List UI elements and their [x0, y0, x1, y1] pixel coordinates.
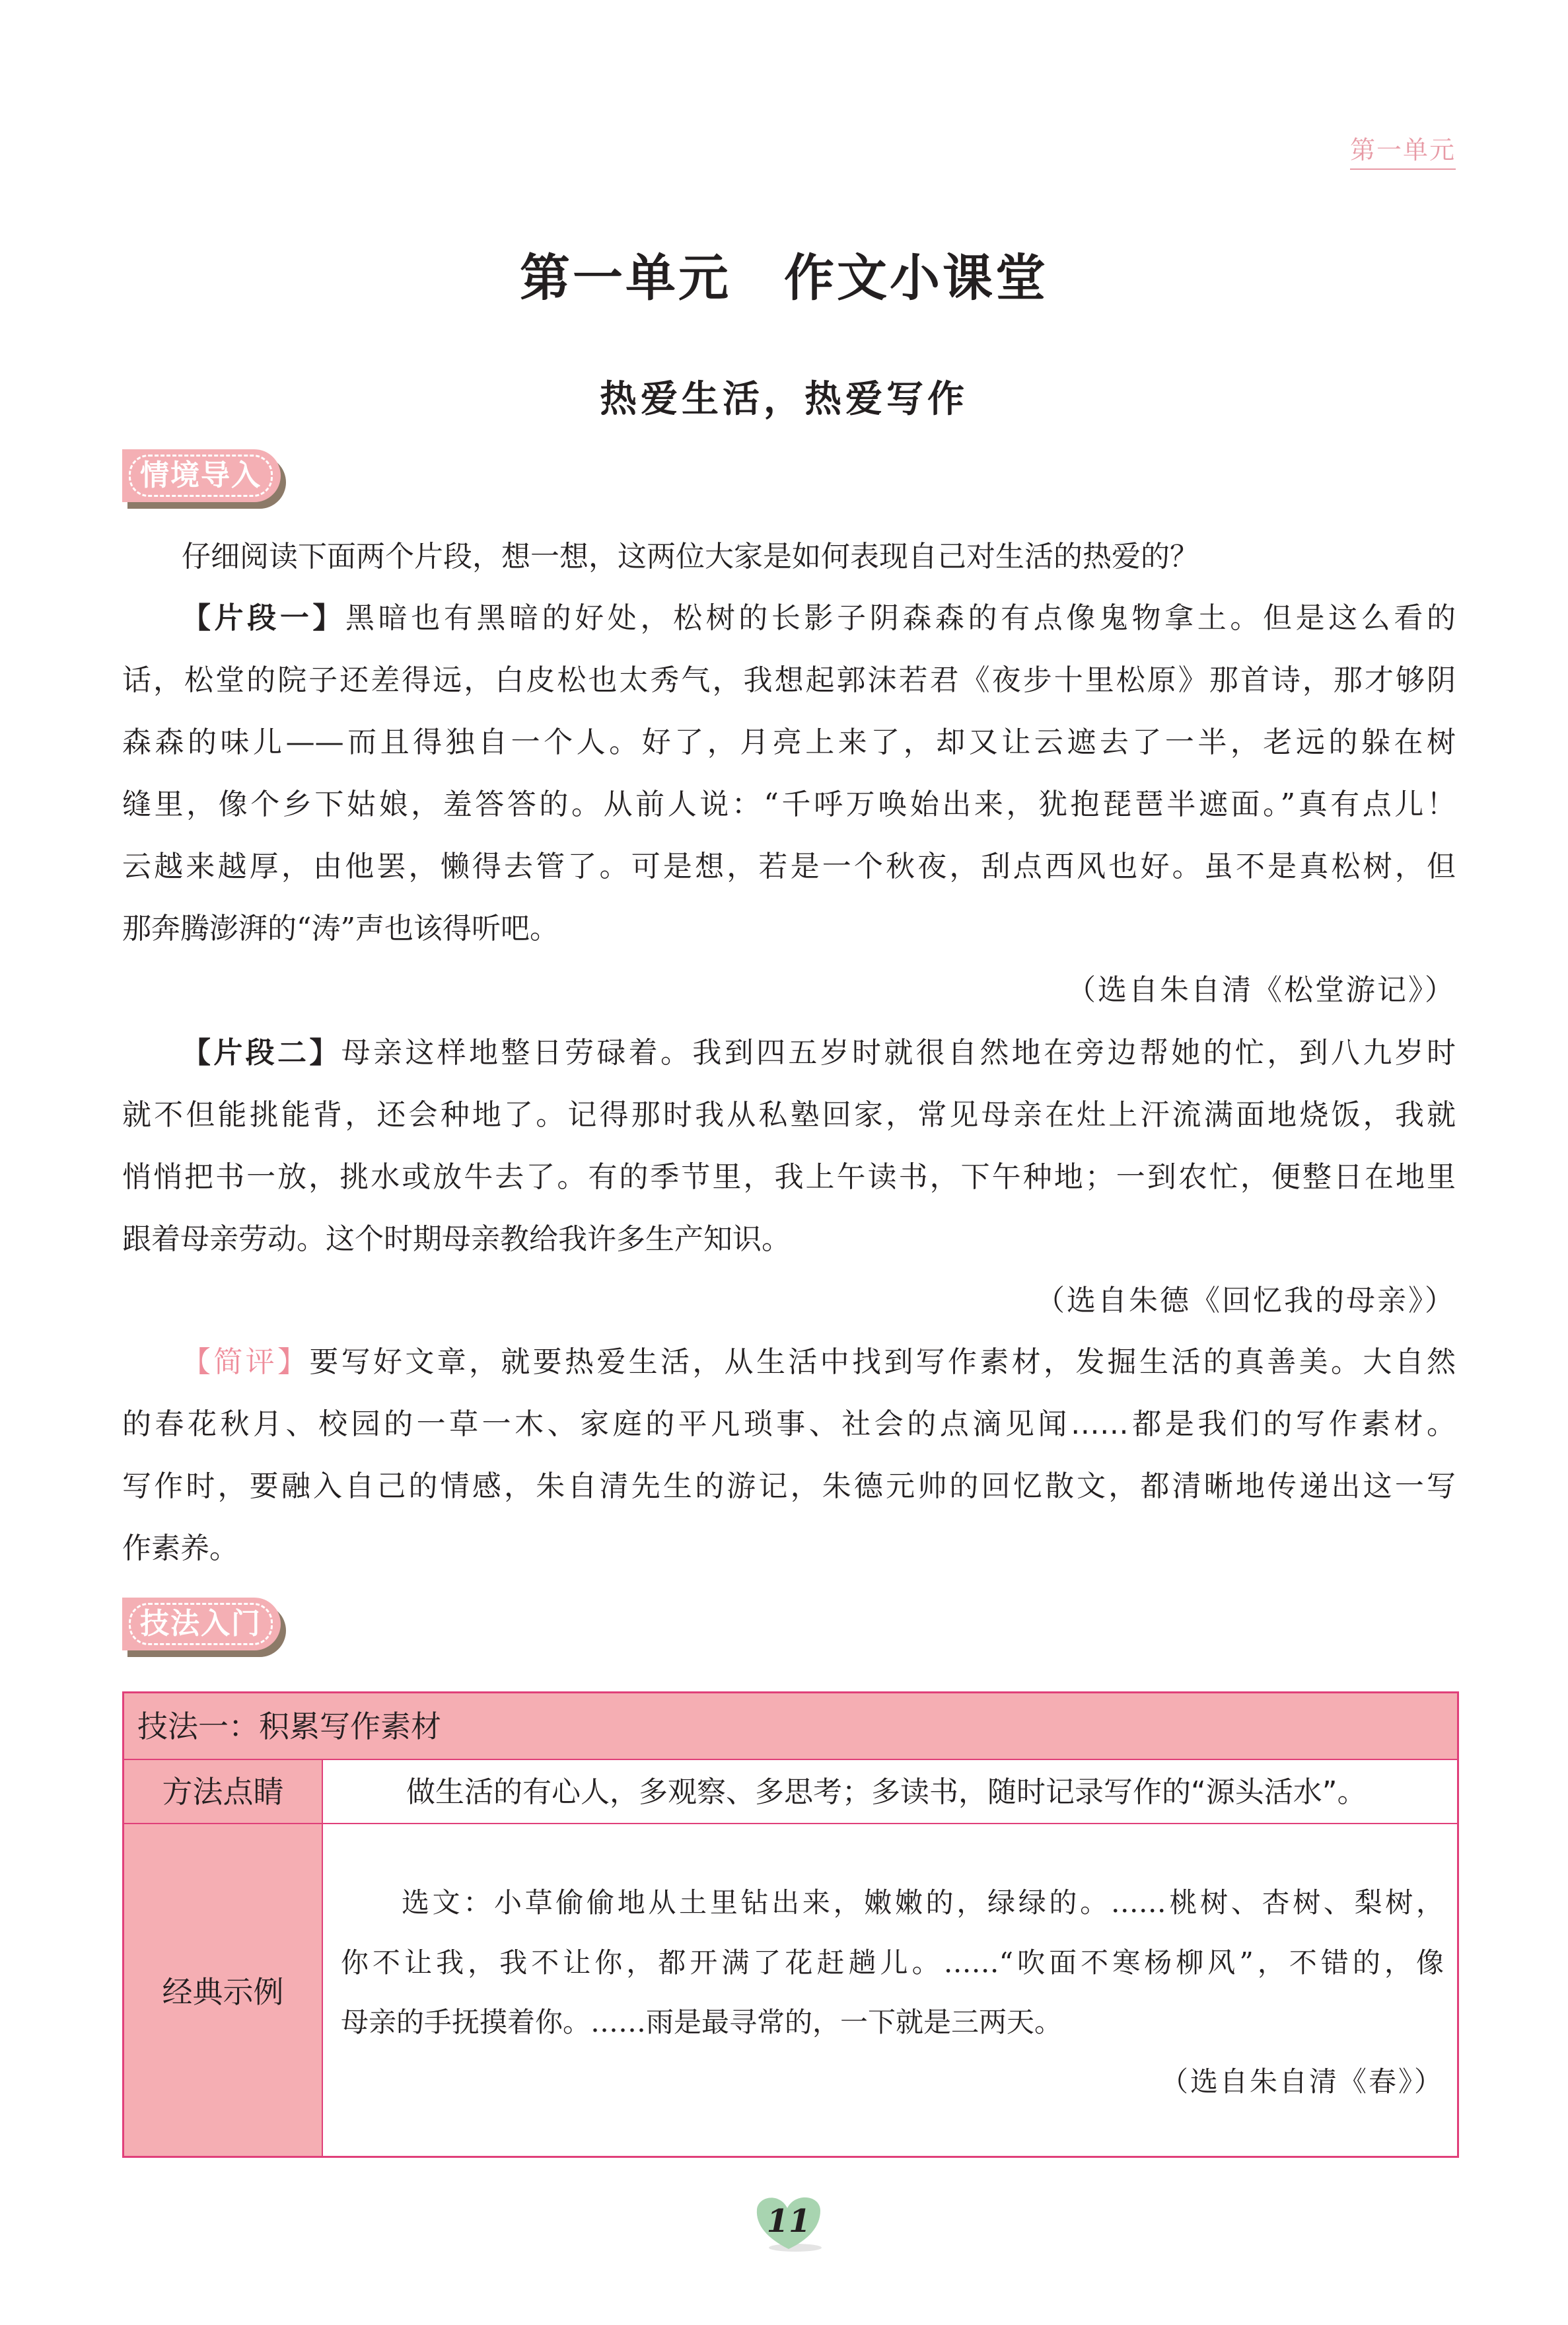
fragment2-line	[122, 1022, 1456, 1084]
row-label-example	[124, 1824, 323, 2156]
comment-line: 的春花秋月、校园的一草一木、家庭的平凡琐事、社会的点滴见闻……都是我们的写作素材。	[122, 1407, 1456, 1441]
fragment1-line: 话，松堂的院子还差得远，白皮松也太秀气，我想起郭沫若君《夜步十里松原》那首诗，那才够阴	[122, 663, 1456, 697]
badge-label: 情境导入	[129, 455, 273, 497]
fragment2-label: 【片段二】	[182, 1036, 341, 1070]
fragment2-line: 悄悄把书一放，挑水或放牛去了。有的季节里，我上午读书，下午种地；一到农忙，便整日在地里	[122, 1160, 1456, 1194]
example-source: （选自朱自清《春》）	[1160, 2065, 1444, 2098]
row-text-method: 做生活的有心人，多观察、多思考；多读书，随时记录写作的“源头活水”。	[323, 1760, 1457, 1824]
fragment2-line: 就不但能挑能背，还会种地了。记得那时我从私塾回家，常见母亲在灶上汗流满面地烧饭，我就	[122, 1098, 1456, 1132]
fragment1-line: 森森的味儿——而且得独自一个人。好了，月亮上来了，却又让云遮去了一半，老远的躲在树	[122, 725, 1456, 759]
fragment1-text: 黑暗也有黑暗的好处，松树的长影子阴森森的有点像鬼物拿土。但是这么看的	[345, 601, 1456, 635]
comment-line: 写作时，要融入自己的情感，朱自清先生的游记，朱德元帅的回忆散文，都清晰地传递出这一写	[122, 1469, 1456, 1503]
technique-table	[122, 1691, 1459, 2158]
page-number: 11	[766, 2203, 811, 2240]
fragment1-source: （选自朱自清《松堂游记》）	[1067, 973, 1456, 1007]
page-subtitle: 热爱生活，热爱写作	[600, 378, 968, 421]
fragment1-line: 缝里，像个乡下姑娘，羞答答的。从前人说：“千呼万唤始出来，犹抱琵琶半遮面。”真有点儿！	[122, 788, 1456, 821]
table-heading: 技法一：积累写作素材	[124, 1693, 1457, 1760]
section-badge-intro	[122, 449, 281, 502]
example-line: 选文：小草偷偷地从土里钻出来，嫩嫩的，绿绿的。……桃树、杏树、梨树，	[402, 1886, 1444, 1919]
page-title: 第一单元 作文小课堂	[520, 248, 1048, 307]
comment-line	[122, 1331, 1456, 1393]
fragment2-source: （选自朱德《回忆我的母亲》）	[1036, 1284, 1456, 1317]
comment-label: 【简评】	[182, 1345, 310, 1379]
section-badge-technique	[122, 1598, 281, 1650]
comment-line: 作素养。	[122, 1532, 238, 1565]
example-line: 你不让我，我不让你，都开满了花赶趟儿。……“吹面不寒杨柳风”，不错的，像	[341, 1946, 1444, 1979]
intro-text: 仔细阅读下面两个片段，想一想，这两位大家是如何表现自己对生活的热爱的？	[182, 540, 1199, 573]
fragment1-line	[122, 587, 1456, 649]
example-line: 母亲的手抚摸着你。……雨是最寻常的，一下就是三两天。	[341, 2006, 1063, 2038]
badge-label: 技法入门	[129, 1603, 273, 1645]
fragment1-line: 那奔腾澎湃的“涛”声也该得听吧。	[122, 912, 559, 945]
unit-header-tag: 第一单元	[1350, 129, 1456, 170]
row-label-example-text: 经典示例	[162, 1974, 284, 2010]
fragment1-line: 云越来越厚，由他罢，懒得去管了。可是想，若是一个秋夜，刮点西风也好。虽不是真松树，但	[122, 850, 1456, 883]
fragment2-text: 母亲这样地整日劳碌着。我到四五岁时就很自然地在旁边帮她的忙，到八九岁时	[341, 1036, 1456, 1070]
fragment1-label: 【片段一】	[182, 601, 346, 635]
comment-text: 要写好文章，就要热爱生活，从生活中找到写作素材，发掘生活的真善美。大自然	[309, 1345, 1456, 1379]
row-label-method: 方法点睛	[124, 1760, 323, 1824]
fragment2-line: 跟着母亲劳动。这个时期母亲教给我许多生产知识。	[122, 1222, 791, 1256]
